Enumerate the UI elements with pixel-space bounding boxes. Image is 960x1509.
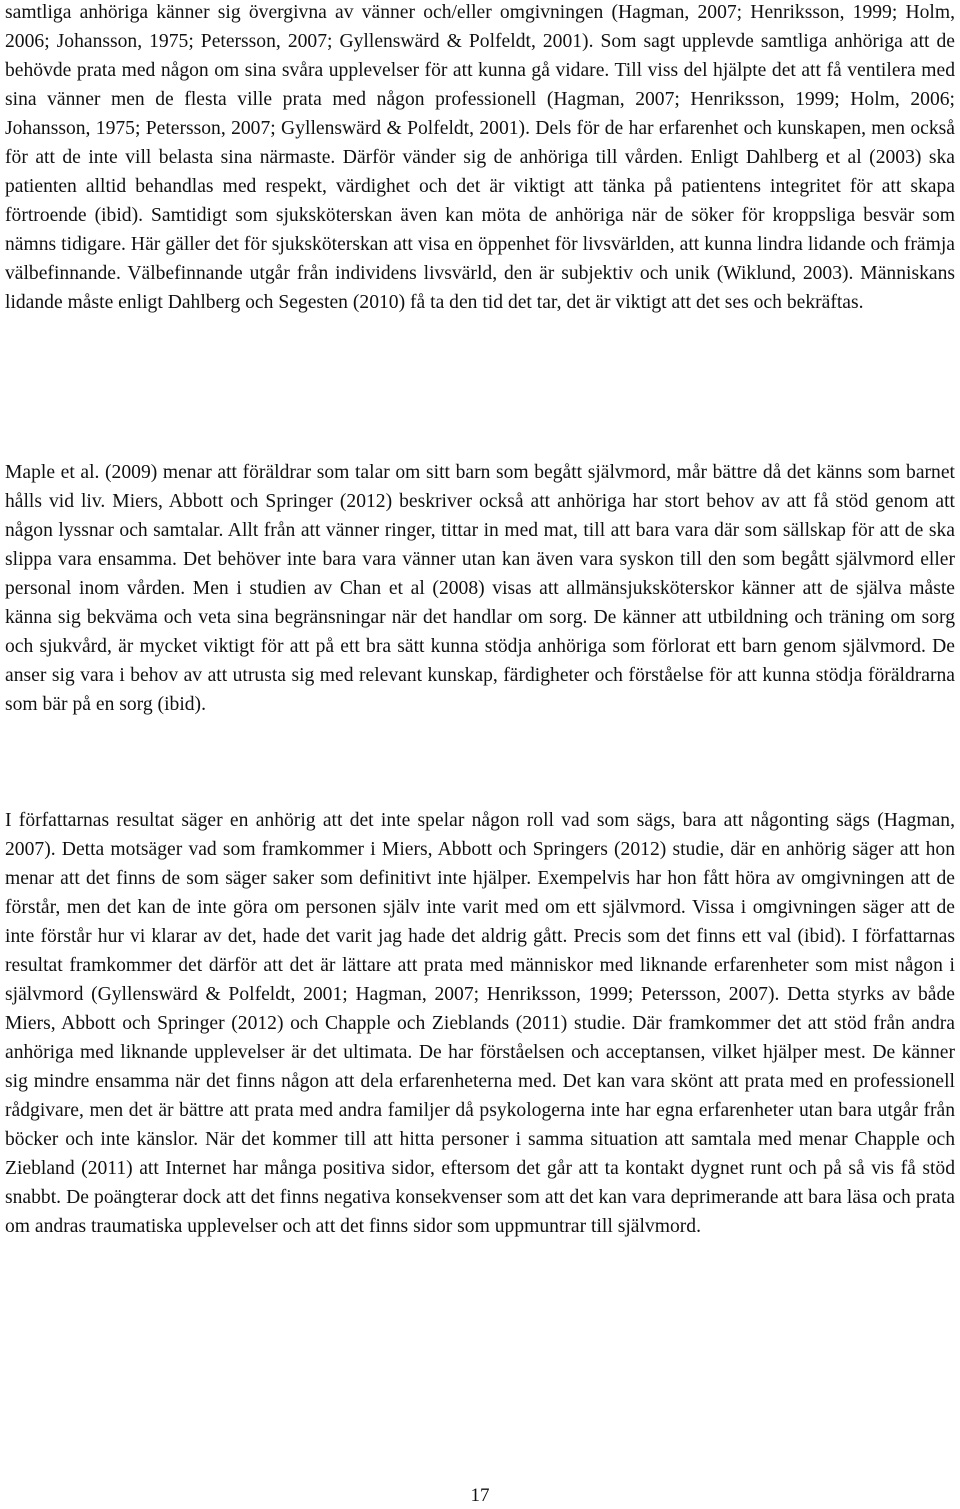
paragraph-3: I författarnas resultat säger en anhörig att det inte spelar någon roll vad som sägs, bara att någonting sägs (Hagman, 2007). Detta motsäger vad som framkommer i Miers, Abbott och Springers (2012) studie, där en anhörig säger att hon menar att det finns de som säger saker som definitivt inte hjälper. Exempelvis har hon fått höra av omgivningen att de förstår, men det kan de inte göra om personen själv inte varit med om ett självmord. Vissa i omgivningen säger att de inte förstår hur vi klarar av det, hade det varit jag hade det aldrig gått. Precis som det finns ett val (ibid). I författarnas resultat framkommer det därför att det är lättare att prata med människor med liknande erfarenheter som mist någon i självmord (Gyllenswärd & Polfeldt, 2001; Hagman, 2007; Henriksson, 1999; Petersson, 2007). Detta styrks av både Miers, Abbott och Springer (2012) och Chapple och Zieblands (2011) studie. Där framkommer det att stöd från andra anhöriga med liknande upplevelser är det ultimata. De har förståelsen och acceptansen, vilket hjälper mest. De känner sig mindre ensamma när det finns någon att dela erfarenheterna med. Det kan vara skönt att prata med en professionell rådgivare, men det är bättre att prata med andra familjer då psykologerna inte har egna erfarenheter utan bara utgår från böcker och inte känslor. När det kommer till att hitta personer i samma situation att samtala med menar Chapple och Ziebland (2011) att Internet har många positiva sidor, eftersom det går att ta kontakt dygnet runt och på så vis få stöd snabbt. De poängterar dock att det finns negativa konsekvenser som att det kan vara deprimerande att bara läsa och prata om andras traumatiska upplevelser och att det finns sidor som uppmuntrar till självmord.	[5, 810, 955, 1237]
paragraph-2: Maple et al. (2009) menar att föräldrar som talar om sitt barn som begått självmord, mår bättre då det känns som barnet hålls vid liv. Miers, Abbott och Springer (2012) beskriver också att anhöriga har stort behov av att få stöd genom att någon lyssnar och samtalar. Allt från att vänner ringer, tittar in med mat, till att bara vara där som sällskap för att de ska slippa vara ensamma. Det behöver inte bara vara vänner utan kan även vara syskon till den som begått självmord eller personal inom vården. Men i studien av Chan et al (2008) visas att allmänsjuksköterskor känner att de själva måste känna sig bekväma och veta sina begränsningar när det handlar om sorg. De känner att utbildning och träning om sorg och sjukvård, är mycket viktigt för att på ett bra sätt kunna stödja anhöriga som förlorat ett barn genom självmord. De anser sig vara i behov av att utrusta sig med relevant kunskap, färdigheter och förståelse för att kunna stödja föräldrarna som bär på en sorg (ibid).	[5, 462, 955, 715]
paragraph-1: samtliga anhöriga känner sig övergivna av vänner och/eller omgivningen (Hagman, 2007; Henriksson, 1999; Holm, 2006; Johansson, 1975; Petersson, 2007; Gyllenswärd & Polfeldt, 2001). Som sagt upplevde samtliga anhöriga att de behövde prata med någon om sina svåra upplevelser för att kunna gå vidare. Till viss del hjälpte det att få ventilera med sina vänner men de flesta ville prata med någon professionell (Hagman, 2007; Henriksson, 1999; Holm, 2006; Johansson, 1975; Petersson, 2007; Gyllenswärd & Polfeldt, 2001). Dels för de har erfarenhet och kunskapen, men också för att de inte vill belasta sina närmaste. Därför vänder sig de anhöriga till vården. Enligt Dahlberg et al (2003) ska patienten alltid behandlas med respekt, värdighet och det är viktigt att tänka på patientens integritet för att skapa förtroende (ibid). Samtidigt som sjuksköterskan även kan möta de anhöriga när de söker för kroppsliga besvär som nämns tidigare. Här gäller det för sjuksköterskan att visa en öppenhet för livsvärlden, att kunna lindra lidande och främja välbefinnande. Välbefinnande utgår från individens livsvärld, den är subjektiv och unik (Wiklund, 2003). Människans lidande måste enligt Dahlberg och Segesten (2010) få ta den tid det tar, det är viktigt att det ses och bekräftas.	[5, 2, 955, 313]
page-number: 17	[470, 1485, 490, 1506]
